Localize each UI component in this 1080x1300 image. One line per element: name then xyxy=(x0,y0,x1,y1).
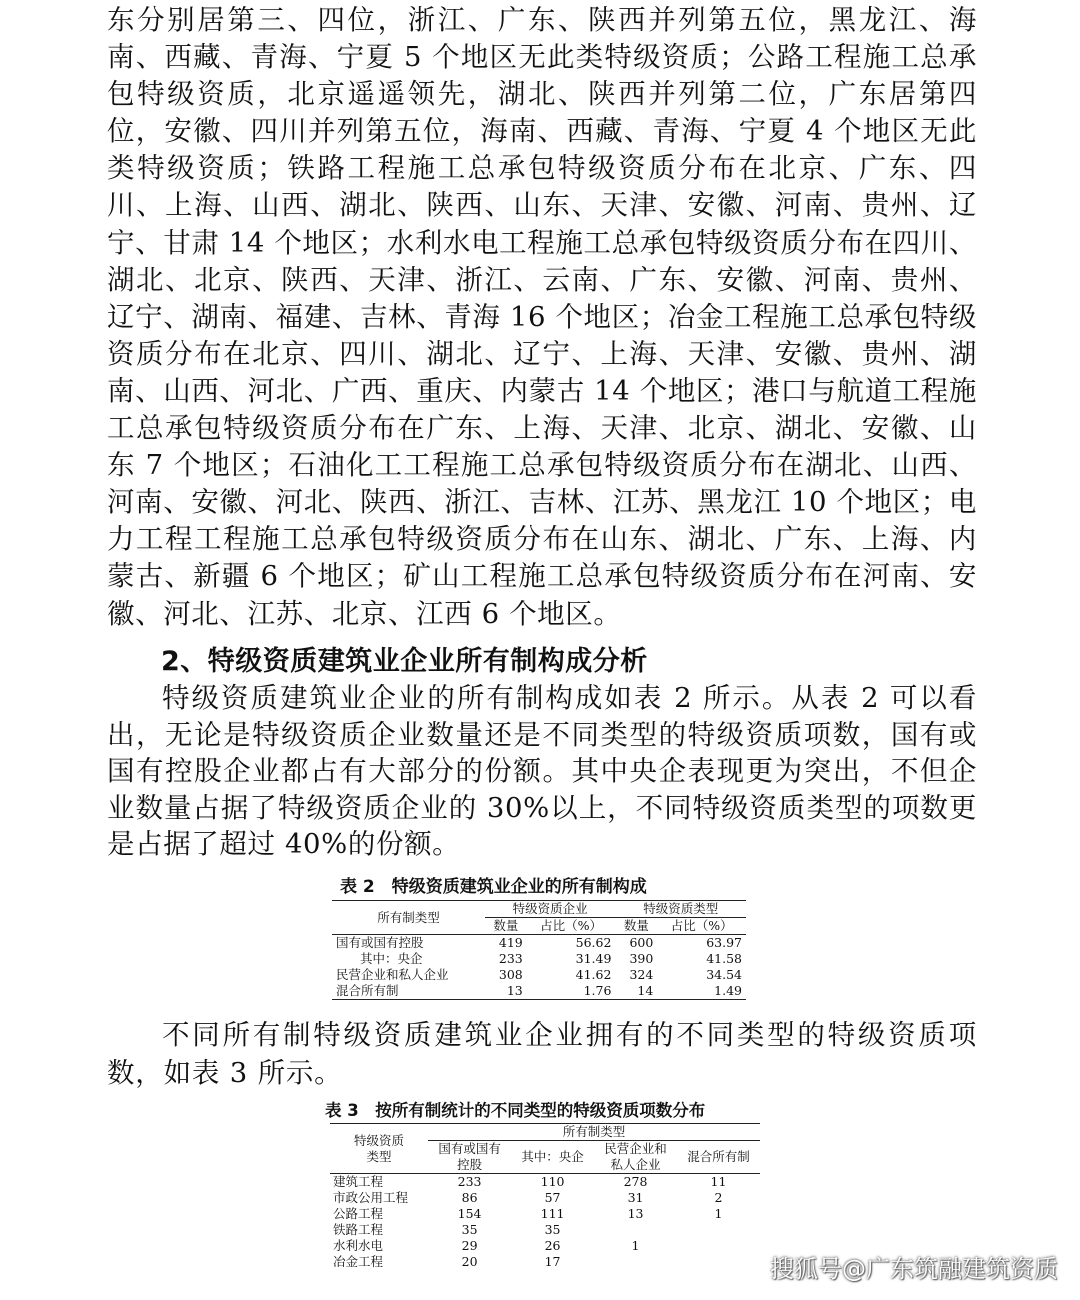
table-3-header-group: 所有制类型 xyxy=(428,1124,760,1141)
table-cell xyxy=(677,1254,760,1270)
table-3-subheader-mixed: 混合所有制 xyxy=(677,1141,760,1174)
table-cell: 324 xyxy=(629,967,654,982)
table-cell: 2 xyxy=(714,1190,723,1205)
table-row xyxy=(330,1174,760,1191)
table-cell: 11 xyxy=(710,1174,727,1189)
table-cell: 1.49 xyxy=(657,983,746,1000)
table-cell: 市政公用工程 xyxy=(333,1190,409,1205)
table-cell: 35 xyxy=(544,1222,561,1237)
table-cell: 1.76 xyxy=(527,983,616,1000)
table-2-header-type: 所有制类型 xyxy=(332,901,485,935)
table-cell: 63.97 xyxy=(706,935,742,950)
table-cell: 233 xyxy=(498,951,523,966)
table-3-subheader-private-line2: 私人企业 xyxy=(610,1157,661,1172)
table-cell: 308 xyxy=(498,967,523,982)
table-3-subheader-private xyxy=(594,1141,677,1174)
table-cell: 26 xyxy=(544,1238,561,1253)
table-cell: 铁路工程 xyxy=(333,1222,384,1237)
table-cell: 41.58 xyxy=(706,951,742,966)
table-cell: 1 xyxy=(714,1206,723,1221)
table-cell: 混合所有制 xyxy=(332,983,485,1000)
table-cell: 国有或国有控股 xyxy=(336,935,424,950)
table-2-subheader: 数量 xyxy=(485,918,527,935)
table-2-caption: 表 2 特级资质建筑业企业的所有制构成 xyxy=(340,877,647,897)
table-cell: 其中：央企 xyxy=(360,951,423,966)
table-3-subheader-state xyxy=(428,1141,511,1174)
table-3-header-type-line2: 类型 xyxy=(366,1148,392,1164)
table-cell: 56.62 xyxy=(575,935,612,950)
table-cell: 20 xyxy=(461,1254,478,1269)
section-heading-ownership: 2、特级资质建筑业企业所有制构成分析 xyxy=(161,646,648,677)
table-cell: 水利水电 xyxy=(333,1238,384,1253)
table-2-header-group-a: 特级资质企业 xyxy=(485,901,616,918)
table-cell: 600 xyxy=(629,935,654,950)
table-cell: 1 xyxy=(631,1238,640,1253)
table-row xyxy=(330,1222,760,1238)
paragraph-qualification-distribution: 东分别居第三、四位，浙江、广东、陕西并列第五位，黑龙江、海南、西藏、青海、宁夏 5 个地区无此类特级资质；公路工程施工总承包特级资质，北京遥遥领先，湖北、陕西并列第二位，广东居第四位，安徽、四川并列第五位，海南、西藏、青海、宁夏 4 个地区无此类特级资质；铁路工程施工总承包特级资质分布在北京、广东、四川、上海、山西、湖北、陕西、山东、天津、安徽、河南、贵州、辽宁、甘肃 14 个地区；水利水电工程施工总承包特级资质分布在四川、湖北、北京、陕西、天津、浙江、云南、广东、安徽、河南、贵州、辽宁、湖南、福建、吉林、青海 16 个地区；冶金工程施工总承包特级资质分布在北京、四川、湖北、辽宁、上海、天津、安徽、贵州、湖南、山西、河北、广西、重庆、内蒙古 14 个地区；港口与航道工程施工总承包特级资质分布在广东、上海、天津、北京、湖北、安徽、山东 7 个地区；石油化工工程施工总承包特级资质分布在湖北、山西、河南、安徽、河北、陕西、浙江、吉林、江苏、黑龙江 10 个地区；电力工程工程施工总承包特级资质分布在山东、湖北、广东、上海、内蒙古、新疆 6 个地区；矿山工程施工总承包特级资质分布在河南、安徽、河北、江苏、北京、江西 6 个地区。 xyxy=(107,4,977,630)
table-3-subheader-private-line1: 民营企业和 xyxy=(604,1141,667,1156)
table-cell: 13 xyxy=(627,1206,644,1221)
table-cell: 31.49 xyxy=(575,951,612,966)
table-cell: 冶金工程 xyxy=(333,1254,384,1269)
table-3 xyxy=(330,1123,760,1270)
table-3-subheader-state-line1: 国有或国有 xyxy=(438,1141,501,1156)
table-cell: 278 xyxy=(623,1174,648,1189)
watermark: 搜狐号@广东筑融建筑资质 xyxy=(770,1255,1058,1283)
table-cell: 419 xyxy=(498,935,523,950)
table-2-subheader: 占比（%） xyxy=(527,918,616,935)
table-3-header-type-line1: 特级资质 xyxy=(354,1132,405,1148)
table-cell: 233 xyxy=(457,1174,482,1189)
table-cell xyxy=(677,1222,760,1238)
table-2-subheader: 占比（%） xyxy=(657,918,746,935)
table-row xyxy=(332,967,746,983)
table-3-header-type xyxy=(330,1124,428,1174)
table-cell: 41.62 xyxy=(575,967,612,982)
table-cell: 13 xyxy=(485,983,527,1000)
table-row xyxy=(330,1238,760,1254)
table-cell: 86 xyxy=(461,1190,478,1205)
table-cell: 57 xyxy=(544,1190,561,1205)
table-3-subheader-state-line2: 控股 xyxy=(457,1157,483,1172)
paragraph-ownership-analysis: 特级资质建筑业企业的所有制构成如表 2 所示。从表 2 可以看出，无论是特级资质企业数量还是不同类型的特级资质项数，国有或国有控股企业都占有大部分的份额。其中央企表现更为突出，不但企业数量占据了特级资质企业的 30%以上，不同特级资质类型的项数更是占据了超过 40%的份额。 xyxy=(107,682,977,860)
table-3-subheader-central: 其中：央企 xyxy=(511,1141,594,1174)
table-cell: 公路工程 xyxy=(333,1206,384,1221)
table-row xyxy=(332,935,746,952)
table-cell xyxy=(677,1238,760,1254)
table-cell: 民营企业和私人企业 xyxy=(336,967,449,982)
table-cell: 110 xyxy=(540,1174,565,1189)
table-cell: 17 xyxy=(544,1254,561,1269)
table-cell: 建筑工程 xyxy=(333,1174,384,1189)
table-cell: 390 xyxy=(629,951,654,966)
table-row xyxy=(330,1190,760,1206)
table-cell: 34.54 xyxy=(706,967,742,982)
table-cell: 14 xyxy=(615,983,657,1000)
paragraph-table-3-intro: 不同所有制特级资质建筑业企业拥有的不同类型的特级资质项数，如表 3 所示。 xyxy=(107,1019,977,1089)
table-cell: 111 xyxy=(540,1206,565,1221)
table-cell xyxy=(594,1222,677,1238)
table-cell: 154 xyxy=(457,1206,482,1221)
table-row xyxy=(332,951,746,967)
table-row xyxy=(330,1254,760,1270)
table-2 xyxy=(332,900,746,1000)
table-row xyxy=(330,1206,760,1222)
table-cell: 29 xyxy=(461,1238,478,1253)
table-cell: 31 xyxy=(627,1190,644,1205)
table-cell xyxy=(594,1254,677,1270)
table-2-header-group-b: 特级资质类型 xyxy=(615,901,746,918)
table-3-caption: 表 3 按所有制统计的不同类型的特级资质项数分布 xyxy=(325,1101,706,1120)
table-row xyxy=(332,983,746,1000)
table-2-subheader: 数量 xyxy=(615,918,657,935)
table-cell: 35 xyxy=(461,1222,478,1237)
